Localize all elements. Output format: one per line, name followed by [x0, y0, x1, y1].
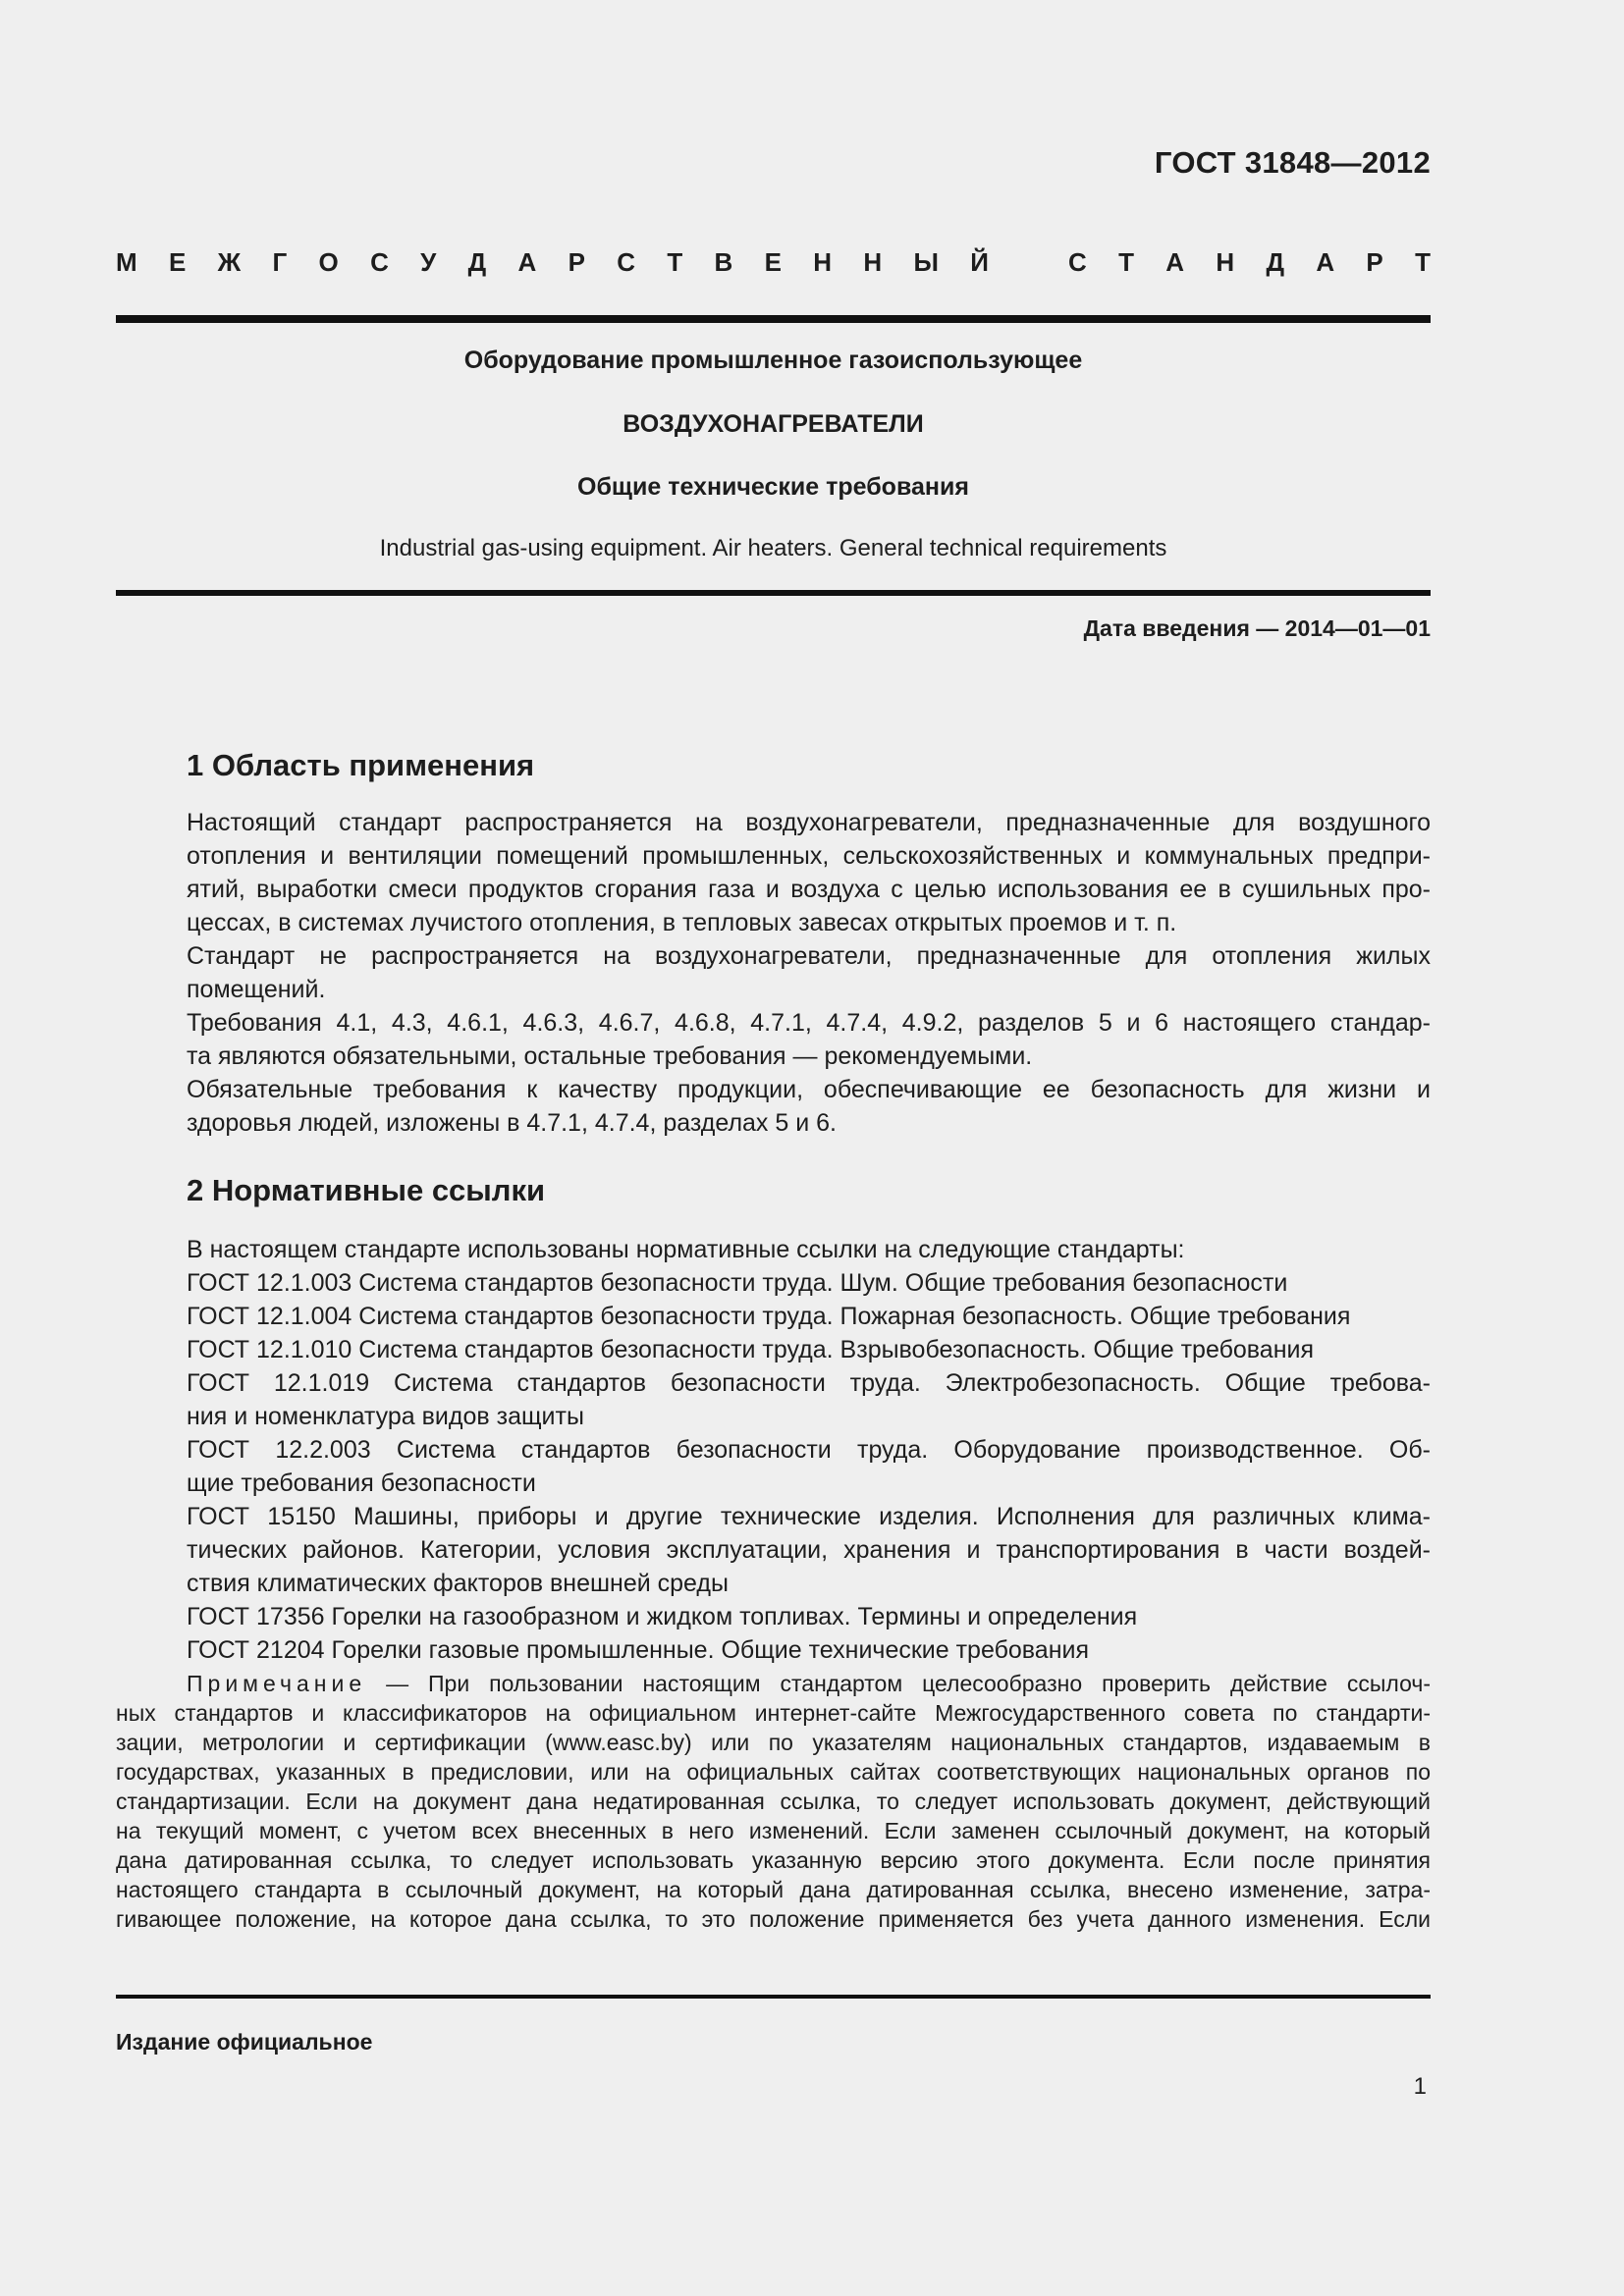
text-line: ния и номенклатура видов защиты: [187, 1403, 584, 1430]
document-number: ГОСТ 31848—2012: [1154, 145, 1431, 180]
text-line: ятий, выработки смеси продуктов сгорания газа и воздуха с целью использования ее в сушильных про-: [187, 876, 1431, 903]
heading-letter: Г: [272, 247, 288, 277]
reference-paragraph: [116, 1233, 1431, 1266]
section-title-normative-references: 2 Нормативные ссылки: [187, 1173, 546, 1207]
heading-letter: Т: [1118, 247, 1134, 277]
scope-paragraph: [116, 939, 1431, 1006]
reference-paragraph: [116, 1333, 1431, 1366]
heading-letter: Т: [667, 247, 683, 277]
heading-letter: М: [116, 247, 137, 277]
note-first-line-text: — При пользовании настоящим стандартом целесообразно проверить действие ссылоч-: [366, 1671, 1431, 1696]
english-title: Industrial gas-using equipment. Air heaters. General technical requirements: [379, 535, 1167, 561]
heading-letter: О: [318, 247, 339, 277]
scope-paragraph: [116, 1073, 1431, 1140]
text-line: Обязательные требования к качеству продукции, обеспечивающие ее безопасность для жизни и: [187, 1076, 1431, 1103]
reference-paragraph: [116, 1300, 1431, 1333]
note-line: на текущий момент, с учетом всех внесенных в него изменений. Если заменен ссылочный документ, на который: [116, 1818, 1431, 1843]
note-line: дана датированная ссылка, то следует использовать указанную версию этого документа. Если после принятия: [116, 1847, 1431, 1873]
heading-letter: Р: [568, 247, 585, 277]
reference-paragraph: [116, 1433, 1431, 1500]
heading-letter: В: [714, 247, 733, 277]
heading-letter: Е: [168, 247, 187, 277]
text-line: Требования 4.1, 4.3, 4.6.1, 4.6.3, 4.6.7, 4.6.8, 4.7.1, 4.7.4, 4.9.2, разделов 5 и 6 настоящего стандар-: [187, 1009, 1431, 1037]
heading-letter: Д: [467, 247, 487, 277]
note-line: государствах, указанных в предисловии, или на официальных сайтах соответствующих национальных органов по: [116, 1759, 1431, 1785]
note-line: настоящего стандарта в ссылочный документ, на который дана датированная ссылка, внесено изменение, затра-: [116, 1877, 1431, 1902]
text-line: ствия климатических факторов внешней среды: [187, 1570, 729, 1597]
heading-letter: С: [617, 247, 636, 277]
text-line: Настоящий стандарт распространяется на воздухонагреватели, предназначенные для воздушного: [187, 809, 1431, 836]
heading-letter: У: [420, 247, 437, 277]
reference-paragraph: [116, 1266, 1431, 1300]
interstate-word: [116, 247, 989, 278]
heading-letter: Т: [1415, 247, 1431, 277]
heading-letter: Ж: [217, 247, 242, 277]
note-line: стандартизации. Если на документ дана недатированная ссылка, то следует использовать документ, действующий: [116, 1789, 1431, 1814]
section-title-scope: 1 Область применения: [187, 748, 535, 782]
text-line: здоровья людей, изложены в 4.7.1, 4.7.4, разделах 5 и 6.: [187, 1109, 837, 1137]
reference-paragraph: [116, 1600, 1431, 1633]
scope-paragraph: [116, 806, 1431, 939]
text-line: цессах, в системах лучистого отопления, в тепловых завесах открытых проемов и т. п.: [187, 909, 1177, 936]
footer-rule: [116, 1995, 1431, 1999]
heading-letter: Д: [1266, 247, 1285, 277]
reference-paragraph: [116, 1500, 1431, 1600]
standard-word: [1068, 247, 1431, 278]
heading-letter: А: [1165, 247, 1185, 277]
text-line: ГОСТ 12.2.003 Система стандартов безопасности труда. Оборудование производственное. Об-: [187, 1436, 1431, 1464]
heading-letter: А: [517, 247, 537, 277]
heading-letter: Р: [1366, 247, 1383, 277]
heading-letter: С: [1068, 247, 1087, 277]
text-line: щие требования безопасности: [187, 1469, 536, 1497]
reference-paragraph: [116, 1366, 1431, 1433]
page-number: 1: [1413, 2073, 1427, 2100]
document-name: ВОЗДУХОНАГРЕВАТЕЛИ: [623, 410, 924, 438]
reference-paragraph: [116, 1633, 1431, 1667]
document-requirements-title: Общие технические требования: [577, 473, 969, 501]
text-line: ГОСТ 12.1.010 Система стандартов безопасности труда. Взрывобезопасность. Общие требования: [187, 1336, 1315, 1363]
text-line: ГОСТ 21204 Горелки газовые промышленные. Общие технические требования: [187, 1636, 1090, 1664]
text-line: ГОСТ 12.1.003 Система стандартов безопасности труда. Шум. Общие требования безопасности: [187, 1269, 1288, 1297]
top-rule: [116, 315, 1431, 323]
scope-paragraph: [116, 1006, 1431, 1073]
text-line: ГОСТ 15150 Машины, приборы и другие технические изделия. Исполнения для различных клима-: [187, 1503, 1431, 1530]
text-line: ГОСТ 12.1.004 Система стандартов безопасности труда. Пожарная безопасность. Общие требования: [187, 1303, 1351, 1330]
heading-letter: Й: [970, 247, 989, 277]
document-subject: Оборудование промышленное газоиспользующее: [463, 347, 1083, 374]
heading-letter: С: [370, 247, 389, 277]
document-page: [116, 0, 1431, 2296]
heading-letter: Н: [863, 247, 883, 277]
text-line: помещений.: [187, 976, 326, 1003]
note-lines: [116, 1698, 1431, 1934]
text-line: Стандарт не распространяется на воздухонагреватели, предназначенные для отопления жилых: [187, 942, 1431, 970]
note-line: гивающее положение, на которое дана ссылка, то это положение применяется без учета данного изменения. Если: [116, 1906, 1431, 1932]
text-line: та являются обязательными, остальные требования — рекомендуемыми.: [187, 1042, 1033, 1070]
heading-letter: Е: [764, 247, 782, 277]
note-line: ных стандартов и классификаторов на официальном интернет-сайте Межгосударственного совета по стандарти-: [116, 1700, 1431, 1726]
title-bottom-rule: [116, 590, 1431, 596]
note-label: Примечание: [187, 1671, 367, 1696]
section-body-scope: [116, 806, 1431, 1140]
text-line: В настоящем стандарте использованы нормативные ссылки на следующие стандарты:: [187, 1236, 1185, 1263]
heading-letter: Н: [813, 247, 833, 277]
text-line: ГОСТ 17356 Горелки на газообразном и жидком топливах. Термины и определения: [187, 1603, 1138, 1630]
section-body-normative-references: [116, 1233, 1431, 1667]
introduction-date: Дата введения — 2014—01—01: [1083, 615, 1431, 641]
text-line: ГОСТ 12.1.019 Система стандартов безопасности труда. Электробезопасность. Общие требова-: [187, 1369, 1431, 1397]
note-first-line: [116, 1669, 1431, 1698]
heading-letter: А: [1316, 247, 1335, 277]
note-line: зации, метрологии и сертификации (www.easc.by) или по указателям национальных стандартов, издаваемым в: [116, 1730, 1431, 1755]
text-line: отопления и вентиляции помещений промышленных, сельскохозяйственных и коммунальных предпри-: [187, 842, 1431, 870]
note-block: [116, 1669, 1431, 1934]
official-edition-label: Издание официальное: [116, 2029, 373, 2055]
text-line: тических районов. Категории, условия эксплуатации, хранения и транспортирования в части воздей-: [187, 1536, 1431, 1564]
heading-letter: Ы: [913, 247, 939, 277]
heading-letter: Н: [1216, 247, 1235, 277]
